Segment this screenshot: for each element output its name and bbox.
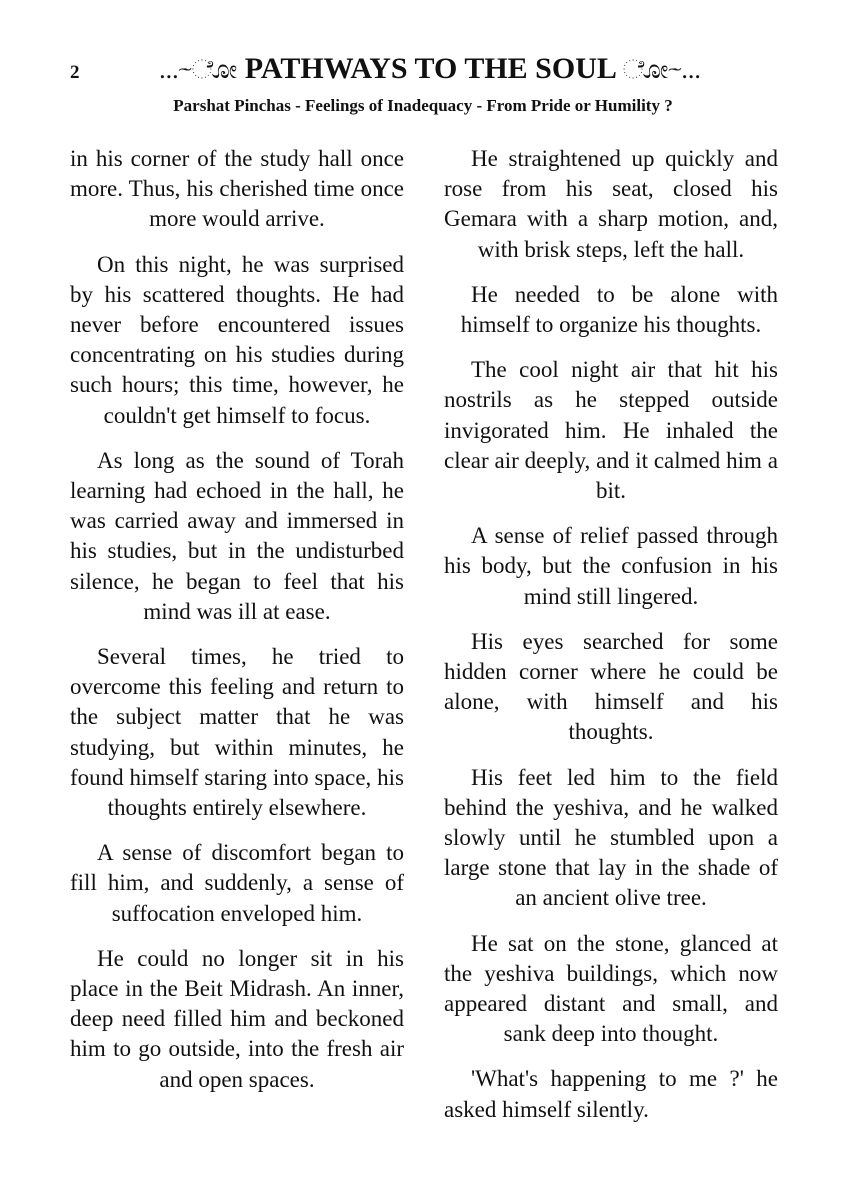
paragraph: He straightened up quickly and rose from his seat, closed his Gemara with a sharp motion, and, with brisk steps, left the hall. [444, 146, 778, 262]
paragraph: As long as the sound of Torah learning had echoed in the hall, he was carried away and immersed in his studies, but in the undisturbed silence, he began to feel that his mind was ill at ease. [70, 447, 404, 624]
right-column [444, 144, 778, 1140]
paragraph: On this night, he was surprised by his scattered thoughts. He had never before encountered issues concentrating on his studies during such hours; this time, however, he couldn't get himself to focus. [70, 251, 404, 428]
paragraph: 'What's happening to me ?' he asked himself silently. [444, 1066, 778, 1122]
ornament-left-icon: ...⁓ೋ [159, 55, 238, 84]
running-title [130, 52, 730, 86]
ornament-right-icon: ೋ⁓... [622, 55, 701, 84]
left-column [70, 144, 404, 1110]
subtitle: Parshat Pinchas - Feelings of Inadequacy - From Pride or Humility ? [173, 96, 673, 115]
paragraph: He could no longer sit in his place in the Beit Midrash. An inner, deep need filled him and beckoned him to go outside, into the fresh air and open spaces. [70, 945, 404, 1092]
paragraph: Several times, he tried to overcome this feeling and return to the subject matter that he was studying, but within minutes, he found himself staring into space, his thoughts entirely elsewhere. [70, 644, 404, 821]
paragraph: A sense of relief passed through his body, but the confusion in his mind still lingered. [444, 523, 778, 609]
title-text: PATHWAYS TO THE SOUL [244, 52, 616, 85]
paragraph: The cool night air that hit his nostrils as he stepped outside invigorated him. He inhaled the clear air deeply, and it calmed him a bit. [444, 357, 778, 504]
paragraph: His feet led him to the field behind the yeshiva, and he walked slowly until he stumbled upon a large stone that lay in the shade of an ancient olive tree. [444, 764, 778, 911]
paragraph: He needed to be alone with himself to organize his thoughts. [460, 281, 778, 338]
paragraph: in his corner of the study hall once more. Thus, his cherished time once more would arrive. [70, 146, 404, 232]
paragraph: A sense of discomfort began to fill him, and suddenly, a sense of suffocation enveloped him. [70, 840, 404, 926]
paragraph: His eyes searched for some hidden corner where he could be alone, with himself and his thoughts. [444, 628, 778, 745]
paragraph: He sat on the stone, glanced at the yeshiva buildings, which now appeared distant and small, and sank deep into thought. [444, 930, 778, 1047]
page-number: 2 [70, 62, 80, 83]
